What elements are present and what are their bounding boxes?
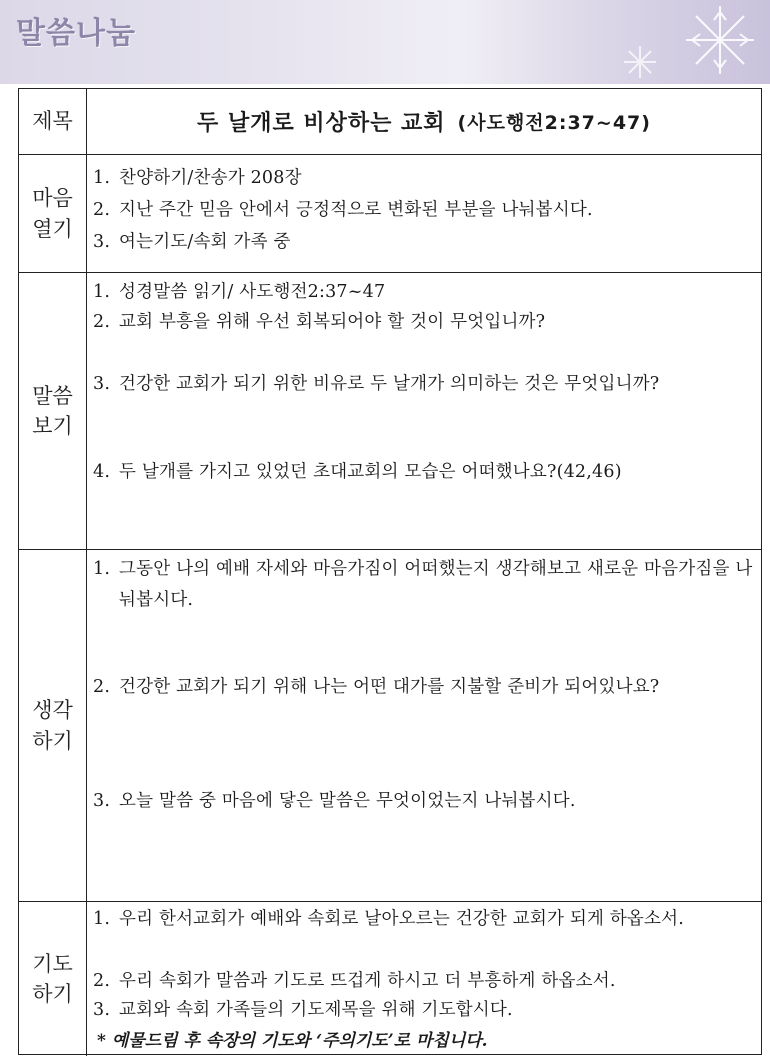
list-item: 4. 두 날개를 가지고 있었던 초대교회의 모습은 어떠했나요?(42,46): [93, 462, 622, 482]
snowflake-icon: [570, 0, 770, 84]
title-row: [19, 89, 761, 155]
list-item: 1. 우리 한서교회가 예배와 속회로 날아오르는 건강한 교회가 되게 하옵소서.: [93, 909, 685, 929]
list-item: 3. 여는기도/속회 가족 중: [93, 232, 291, 252]
list-item: 1. 그동안 나의 예배 자세와 마음가짐이 어떠했는지 생각해보고 새로운 마음가짐을 나눠봅시다.: [93, 559, 753, 610]
section-open-heart: [19, 155, 761, 273]
list-item: 1. 찬양하기/찬송가 208장: [93, 168, 302, 188]
header-banner: [0, 0, 770, 84]
section-pray: [19, 902, 761, 1056]
list-item: 3. 교회와 속회 가족들의 기도제목을 위해 기도합시다.: [93, 1000, 513, 1020]
section-label: 말씀 보기: [19, 273, 87, 549]
list-item: 1. 성경말씀 읽기/ 사도행전2:37~47: [93, 282, 386, 302]
title-label: 제목: [19, 89, 87, 154]
list-item: 3. 오늘 말씀 중 마음에 닿은 말씀은 무엇이었는지 나눠봅시다.: [93, 791, 576, 811]
list-item: 2. 우리 속회가 말씀과 기도로 뜨겁게 하시고 더 부흥하게 하옵소서.: [93, 971, 616, 991]
list-item: 2. 교회 부흥을 위해 우선 회복되어야 할 것이 무엇입니까?: [93, 312, 546, 332]
section-label: 마음 열기: [19, 155, 87, 272]
list-item: 3. 건강한 교회가 되기 위한 비유로 두 날개가 의미하는 것은 무엇입니까?: [93, 374, 660, 394]
closing-note: * 예물드림 후 속장의 기도와 ‘주의기도’로 마칩니다.: [97, 1031, 488, 1051]
section-label: 생각 하기: [19, 550, 87, 901]
header-title: 말씀나눔: [16, 16, 136, 51]
list-item: 2. 건강한 교회가 되기 위해 나는 어떤 대가를 지불할 준비가 되어있나요?: [93, 677, 660, 697]
section-read-word: [19, 273, 761, 550]
worksheet-table: [18, 88, 762, 1055]
scripture-reference: (사도행전2:37~47): [457, 112, 651, 134]
sermon-title: [87, 89, 761, 154]
section-label: 기도 하기: [19, 902, 87, 1056]
sermon-title-text: 두 날개로 비상하는 교회: [197, 111, 446, 136]
list-item: 2. 지난 주간 믿음 안에서 긍정적으로 변화된 부분을 나눠봅시다.: [93, 200, 593, 220]
section-reflect: [19, 550, 761, 902]
